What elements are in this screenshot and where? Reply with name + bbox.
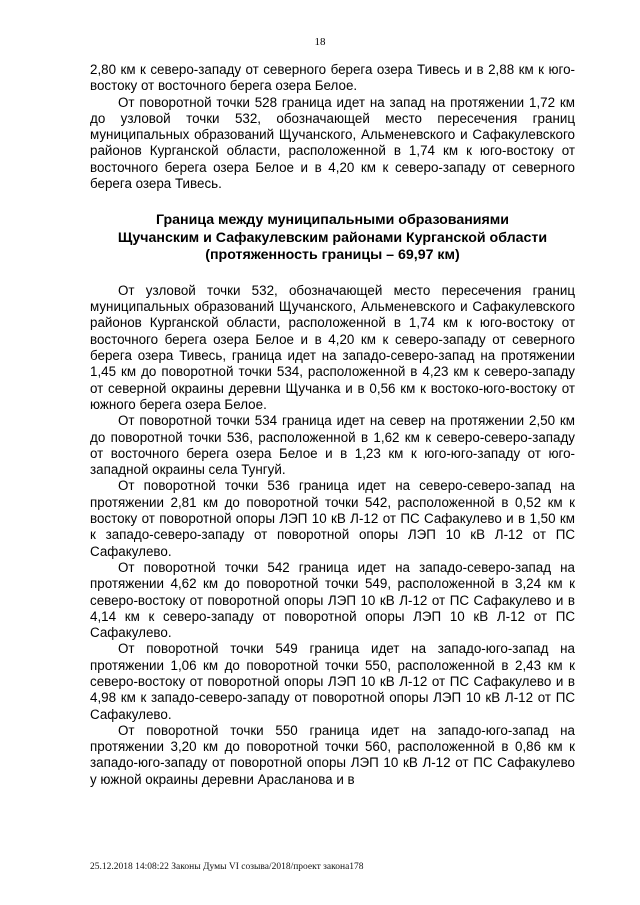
section-heading xyxy=(90,212,575,265)
paragraph: От узловой точки 532, обозначающей место пересечения границ муниципальных образований Щучанского, Альменевского и Сафакулевского районов Курганской области, расположенной в 1,74 км к юго-востоку от восточного берега озера Белое и в 4,20 км к северо-западу от северного берега озера Тивесь, граница идет на западо-северо-запад на протяжении 1,45 км до поворотной точки 534, расположенной в 4,23 км к северо-западу от северной окраины деревни Щучанка и в 0,56 км к востоко-юго-востоку от южного берега озера Белое. xyxy=(90,282,575,412)
paragraph: От поворотной точки 536 граница идет на северо-северо-запад на протяжении 2,81 км до поворотной точки 542, расположенной в 0,52 км к востоку от поворотной опоры ЛЭП 10 кВ Л-12 от ПС Сафакулево и в 1,50 км к западо-северо-западу от поворотной опоры ЛЭП 10 кВ Л-12 от ПС Сафакулево. xyxy=(90,478,575,559)
paragraph: От поворотной точки 549 граница идет на западо-юго-запад на протяжении 1,06 км до поворотной точки 550, расположенной в 2,43 км к северо-востоку от поворотной опоры ЛЭП 10 кВ Л-12 от ПС Сафакулево и в 4,98 км к западо-северо-западу от поворотной опоры ЛЭП 10 кВ Л-12 от ПС Сафакулево. xyxy=(90,641,575,722)
paragraph: От поворотной точки 534 граница идет на север на протяжении 2,50 км до поворотной точки 536, расположенной в 1,62 км к северо-северо-западу от восточного берега озера Белое и в 1,23 км к юго-юго-западу от юго-западной окраины села Тунгуй. xyxy=(90,413,575,478)
paragraph: От поворотной точки 542 граница идет на западо-северо-запад на протяжении 4,62 км до поворотной точки 549, расположенной в 3,24 км к северо-востоку от поворотной опоры ЛЭП 10 кВ Л-12 от ПС Сафакулево и в 4,14 км к северо-западу от поворотной опоры ЛЭП 10 кВ Л-12 от ПС Сафакулево. xyxy=(90,559,575,641)
paragraph: От поворотной точки 528 граница идет на запад на протяжении 1,72 км до узловой точки 532, обозначающей место пересечения границ муниципальных образований Щучанского, Альменевского и Сафакулевского районов Курганской области, расположенной в 1,74 км к юго-востоку от восточного берега озера Белое и в 4,20 км к северо-западу от северного берега озера Тивесь. xyxy=(90,94,575,192)
document-body xyxy=(90,62,575,788)
paragraph: От поворотной точки 550 граница идет на западо-юго-запад на протяжении 3,20 км до поворотной точки 560, расположенной в 0,86 км к западо-юго-западу от поворотной опоры ЛЭП 10 кВ Л-12 от ПС Сафакулево у южной окраины деревни Арасланова и в xyxy=(90,722,575,787)
section-heading-line: Граница между муниципальными образованиями xyxy=(155,212,510,229)
section-heading-line: Щучанским и Сафакулевским районами Курганской области xyxy=(117,229,548,246)
paragraph-continued: 2,80 км к северо-западу от северного берега озера Тивесь и в 2,88 км к юго-востоку от восточного берега озера Белое. xyxy=(90,62,575,94)
page-number: 18 xyxy=(314,36,326,48)
section-heading-length: (протяженность границы – 69,97 км) xyxy=(205,247,460,264)
document-footer: 25.12.2018 14:08:22 Законы Думы VI созыва/2018/проект закона178 xyxy=(90,862,364,872)
